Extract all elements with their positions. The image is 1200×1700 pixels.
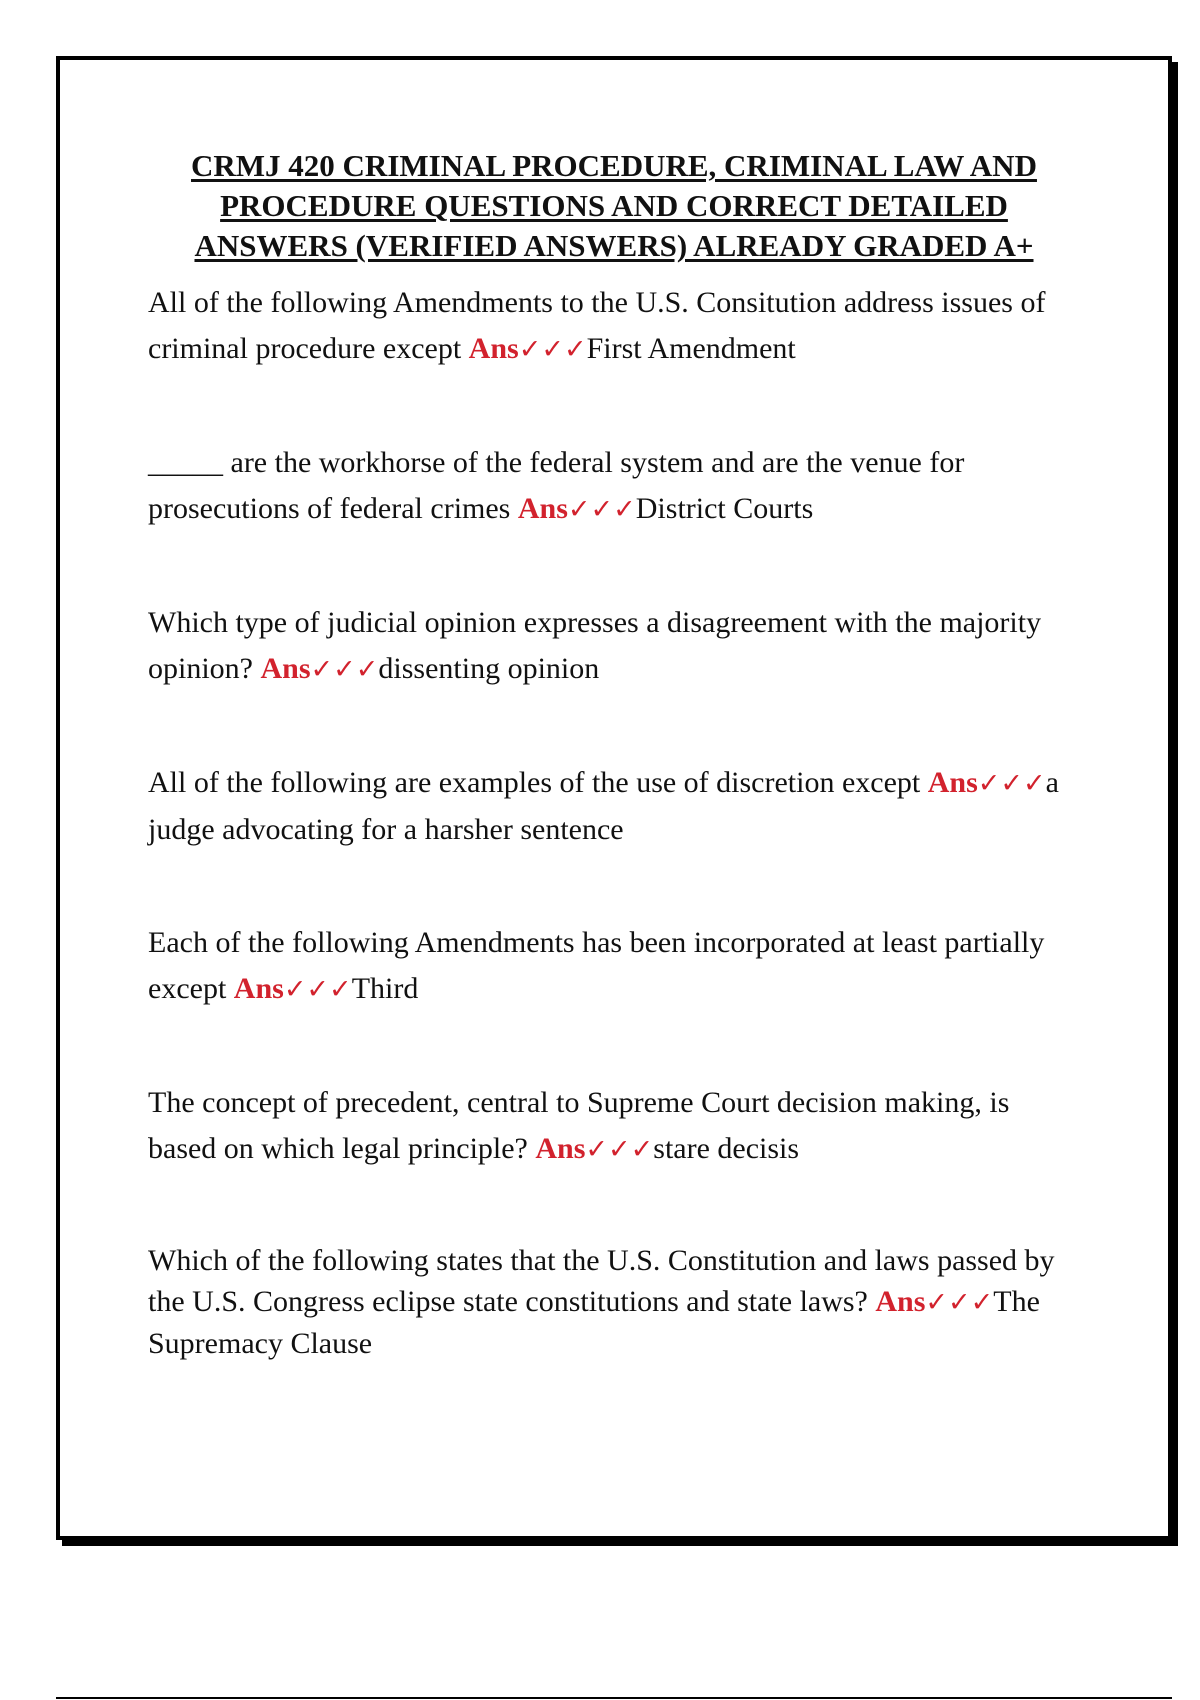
question-text: All of the following Amendments to the U.S. Consitution address issues of criminal procedure except bbox=[148, 286, 1046, 365]
question-text: Which type of judicial opinion expresses a disagreement with the majority opinion? bbox=[148, 606, 1042, 685]
title-line: PROCEDURE QUESTIONS AND CORRECT DETAILED bbox=[220, 188, 1008, 223]
answer-label: Ans bbox=[875, 1285, 926, 1318]
checkmark-icon: ✓✓✓ bbox=[977, 768, 1046, 799]
qa-item bbox=[148, 920, 1080, 1013]
answer-text: District Courts bbox=[635, 492, 814, 525]
page-divider bbox=[56, 1697, 1172, 1699]
answer-text: a judge advocating for a harsher sentence bbox=[148, 766, 1059, 846]
checkmark-icon: ✓✓✓ bbox=[283, 974, 352, 1005]
answer-text: The Supremacy Clause bbox=[148, 1285, 1040, 1360]
answer-label: Ans bbox=[468, 332, 519, 365]
answer-text: Third bbox=[351, 972, 419, 1005]
qa-item bbox=[148, 600, 1080, 693]
checkmark-icon: ✓✓✓ bbox=[518, 334, 587, 365]
title-line: ANSWERS (VERIFIED ANSWERS) ALREADY GRADED A+ bbox=[194, 228, 1034, 263]
qa-item bbox=[148, 280, 1080, 373]
qa-item bbox=[148, 1080, 1080, 1173]
question-text: The concept of precedent, central to Supreme Court decision making, is based on which legal principle? bbox=[148, 1086, 1010, 1165]
document-page bbox=[56, 56, 1172, 1540]
qa-item bbox=[148, 1240, 1080, 1364]
question-text: Each of the following Amendments has been incorporated at least partially except bbox=[148, 926, 1045, 1005]
answer-text: First Amendment bbox=[586, 332, 796, 365]
answer-text: dissenting opinion bbox=[378, 652, 600, 685]
checkmark-icon: ✓✓✓ bbox=[310, 654, 379, 685]
answer-label: Ans bbox=[517, 492, 568, 525]
document-title bbox=[60, 146, 1168, 266]
qa-item bbox=[148, 760, 1080, 853]
answer-label: Ans bbox=[233, 972, 284, 1005]
answer-label: Ans bbox=[927, 766, 978, 799]
question-text: Which of the following states that the U.S. Constitution and laws passed by the U.S. Congress eclipse state constitutions and state laws? bbox=[148, 1244, 1055, 1318]
answer-text: stare decisis bbox=[653, 1132, 800, 1165]
question-text: _____ are the workhorse of the federal system and are the venue for prosecutions of federal crimes bbox=[148, 446, 965, 525]
checkmark-icon: ✓✓✓ bbox=[925, 1287, 994, 1318]
title-line: CRMJ 420 CRIMINAL PROCEDURE, CRIMINAL LAW AND bbox=[191, 148, 1037, 183]
qa-list bbox=[148, 280, 1080, 1364]
qa-item bbox=[148, 440, 1080, 533]
answer-label: Ans bbox=[260, 652, 311, 685]
checkmark-icon: ✓✓✓ bbox=[567, 494, 636, 525]
question-text: All of the following are examples of the use of discretion except bbox=[148, 766, 921, 799]
checkmark-icon: ✓✓✓ bbox=[585, 1134, 654, 1165]
answer-label: Ans bbox=[535, 1132, 586, 1165]
